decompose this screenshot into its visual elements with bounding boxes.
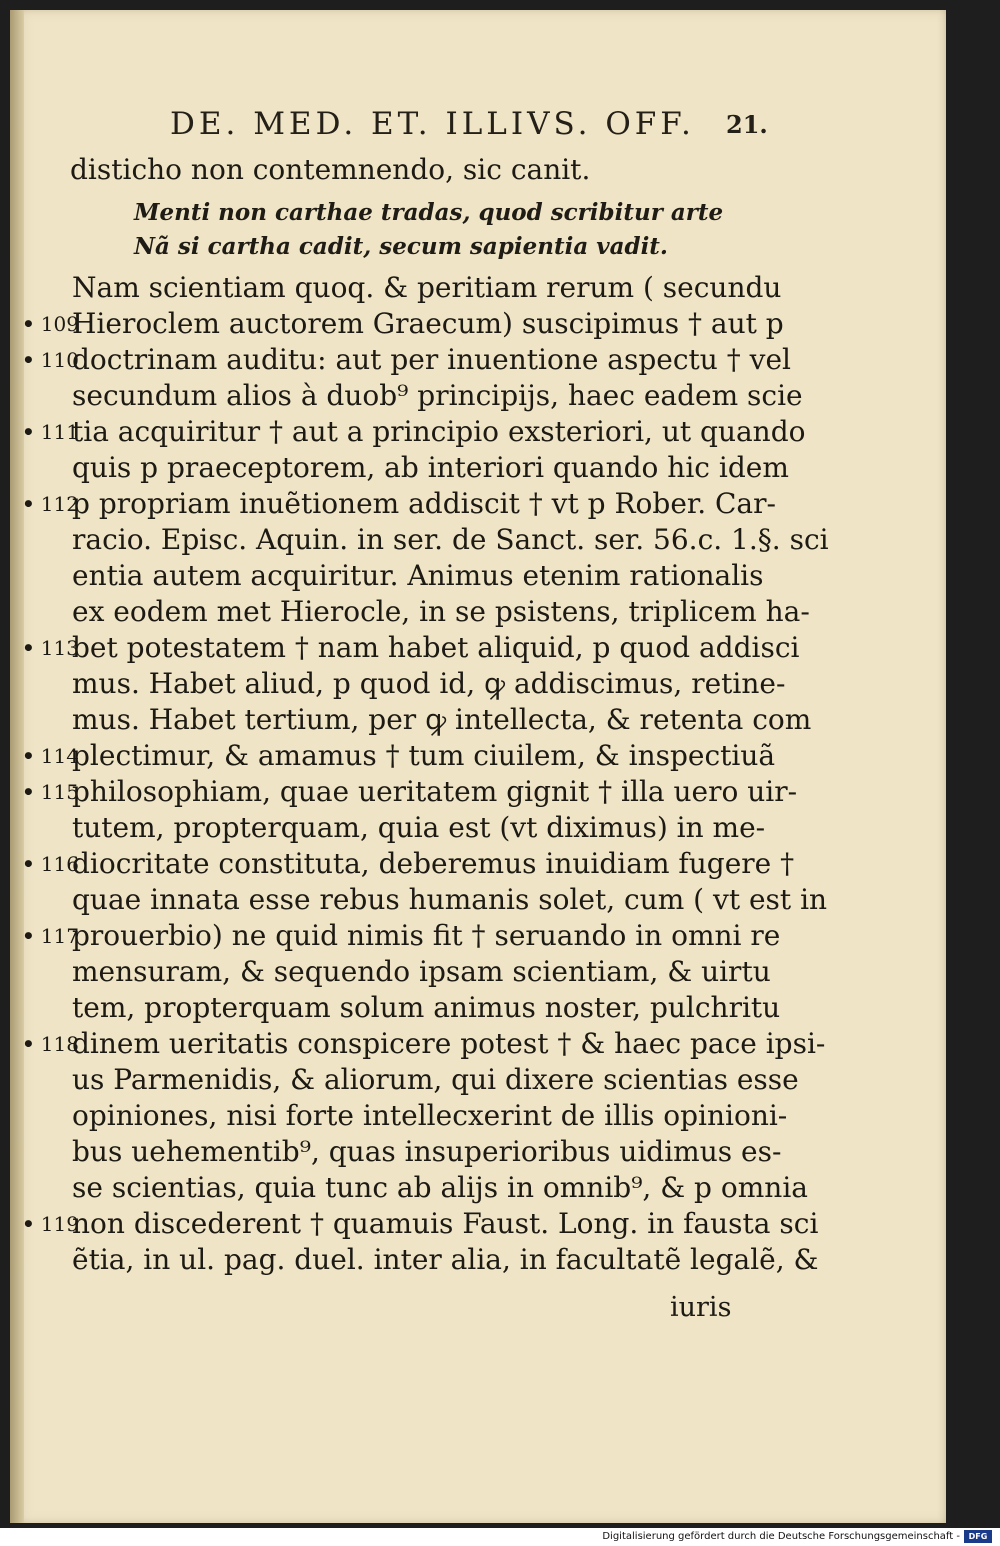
- funding-credit: Digitalisierung gefördert durch die Deutsche Forschungsgemeinschaft -: [602, 1531, 960, 1542]
- text-line: Nam scientiam quoq. & peritiam rerum ( secundu: [72, 271, 782, 304]
- book-page: [10, 10, 946, 1523]
- margin-marker-icon: •: [22, 348, 35, 372]
- text-line: se scientias, quia tunc ab alijs in omnib⁹, & p omnia: [72, 1171, 808, 1204]
- text-line: quis p praeceptorem, ab interiori quando hic idem: [72, 451, 789, 484]
- margin-marker-icon: •: [22, 780, 35, 804]
- margin-number: • 117: [22, 924, 79, 948]
- margin-marker-icon: •: [22, 420, 35, 444]
- text-line: doctrinam auditu: aut per inuentione aspectu † vel: [72, 343, 791, 376]
- margin-marker-icon: •: [22, 636, 35, 660]
- margin-number: • 113: [22, 636, 79, 660]
- text-line: bus uehementib⁹, quas insuperioribus uidimus es-: [72, 1135, 782, 1168]
- margin-number: • 114: [22, 744, 79, 768]
- margin-number: • 119: [22, 1212, 79, 1236]
- verse-line: Nã si cartha cadit, secum sapientia vadit.: [134, 233, 668, 260]
- margin-marker-icon: •: [22, 312, 35, 336]
- text-line: ẽtia, in ul. pag. duel. inter alia, in facultatẽ legalẽ, &: [72, 1243, 819, 1276]
- text-line: mus. Habet tertium, per ꝙ intellecta, & retenta com: [72, 703, 812, 736]
- text-line: disticho non contemnendo, sic canit.: [70, 153, 591, 186]
- text-line: prouerbio) ne quid nimis fit † seruando in omni re: [72, 919, 781, 952]
- margin-number: • 111: [22, 420, 79, 444]
- margin-marker-icon: •: [22, 924, 35, 948]
- margin-number: • 115: [22, 780, 79, 804]
- folio-number: 21.: [726, 110, 768, 139]
- text-line: Hieroclem auctorem Graecum) suscipimus † aut p: [72, 307, 784, 340]
- text-line: philosophiam, quae ueritatem gignit † illa uero uir-: [72, 775, 798, 808]
- text-line: entia autem acquiritur. Animus etenim rationalis: [72, 559, 764, 592]
- dfg-logo: DFG: [964, 1530, 992, 1543]
- text-line: tutem, propterquam, quia est (vt diximus) in me-: [72, 811, 766, 844]
- text-line: opiniones, nisi forte intellecxerint de illis opinioni-: [72, 1099, 788, 1132]
- text-line: secundum alios à duob⁹ principijs, haec eadem scie: [72, 379, 803, 412]
- page-header: [160, 106, 800, 146]
- text-line: tem, propterquam solum animus noster, pulchritu: [72, 991, 781, 1024]
- margin-number: • 116: [22, 852, 79, 876]
- text-line: bet potestatem † nam habet aliquid, p quod addisci: [72, 631, 800, 664]
- margin-marker-icon: •: [22, 492, 35, 516]
- text-line: plectimur, & amamus † tum ciuilem, & inspectiuã: [72, 739, 776, 772]
- text-line: us Parmenidis, & aliorum, qui dixere scientias esse: [72, 1063, 799, 1096]
- margin-marker-icon: •: [22, 744, 35, 768]
- text-line: diocritate constituta, deberemus inuidiam fugere †: [72, 847, 795, 880]
- text-line: mus. Habet aliud, p quod id, ꝙ addiscimus, retine-: [72, 667, 786, 700]
- text-line: mensuram, & sequendo ipsam scientiam, & uirtu: [72, 955, 771, 988]
- margin-marker-icon: •: [22, 1212, 35, 1236]
- margin-number: • 112: [22, 492, 79, 516]
- running-title: DE. MED. ET. ILLIVS. OFF.: [170, 106, 695, 142]
- text-line: racio. Episc. Aquin. in ser. de Sanct. ser. 56.c. 1.§. sci: [72, 523, 829, 556]
- verse-line: Menti non carthae tradas, quod scribitur arte: [134, 199, 724, 226]
- margin-marker-icon: •: [22, 852, 35, 876]
- text-line: quae innata esse rebus humanis solet, cum ( vt est in: [72, 883, 828, 916]
- margin-number: • 118: [22, 1032, 79, 1056]
- margin-number: • 110: [22, 348, 79, 372]
- margin-number: • 109: [22, 312, 79, 336]
- text-line: tia acquiritur † aut a principio exsteriori, ut quando: [72, 415, 806, 448]
- text-line: p propriam inuẽtionem addiscit † vt p Rober. Car-: [72, 487, 776, 520]
- text-line: dinem ueritatis conspicere potest † & haec pace ipsi-: [72, 1027, 826, 1060]
- text-line: non discederent † quamuis Faust. Long. in fausta sci: [72, 1207, 819, 1240]
- text-line: ex eodem met Hierocle, in se psistens, triplicem ha-: [72, 595, 810, 628]
- margin-marker-icon: •: [22, 1032, 35, 1056]
- catchword: iuris: [670, 1292, 732, 1323]
